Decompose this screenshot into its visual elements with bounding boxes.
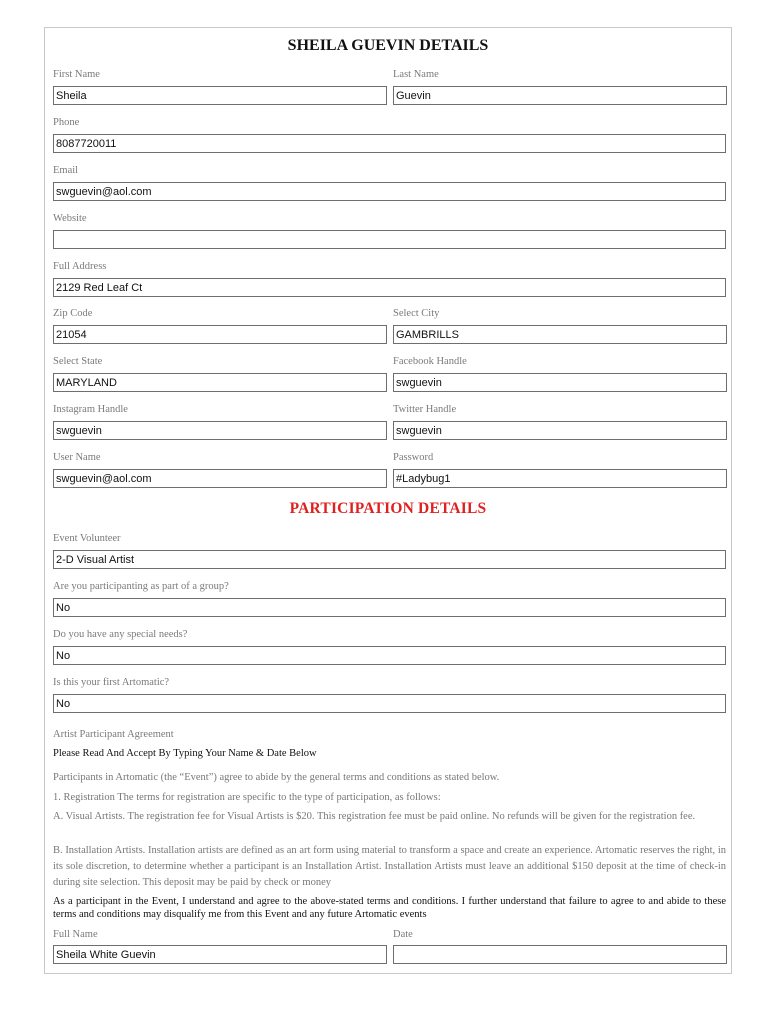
last-name-field[interactable]: Guevin xyxy=(393,86,727,105)
agreement-paragraph-visual-artists: A. Visual Artists. The registration fee for Visual Artists is $20. This registration fee must be paid online. No refunds will be given for the registration fee. xyxy=(53,811,696,822)
agreement-acceptance: As a participant in the Event, I understand and agree to the above-stated terms and conditions. I further understand that failure to agree to and abide to these terms and conditions may disqualify me from this Event and any future Artomatic events xyxy=(53,896,726,920)
first-name-field[interactable]: Sheila xyxy=(53,86,387,105)
website-label: Website xyxy=(53,213,87,224)
address-label: Full Address xyxy=(53,261,107,272)
agreement-paragraph-registration: 1. Registration The terms for registration are specific to the type of participation, as follows: xyxy=(53,792,441,803)
event-volunteer-label: Event Volunteer xyxy=(53,533,121,544)
form-page xyxy=(44,27,732,974)
password-label: Password xyxy=(393,452,434,463)
agreement-paragraph-intro: Participants in Artomatic (the “Event”) agree to abide by the general terms and conditions as stated below. xyxy=(53,772,500,783)
city-label: Select City xyxy=(393,308,440,319)
state-field[interactable]: MARYLAND xyxy=(53,373,387,392)
instagram-field[interactable]: swguevin xyxy=(53,421,387,440)
username-label: User Name xyxy=(53,452,101,463)
first-artomatic-label: Is this your first Artomatic? xyxy=(53,677,170,688)
special-needs-label: Do you have any special needs? xyxy=(53,629,188,640)
full-name-field[interactable]: Sheila White Guevin xyxy=(53,945,387,964)
username-field[interactable]: swguevin@aol.com xyxy=(53,469,387,488)
facebook-field[interactable]: swguevin xyxy=(393,373,727,392)
email-field[interactable]: swguevin@aol.com xyxy=(53,182,726,201)
group-field[interactable]: No xyxy=(53,598,726,617)
phone-label: Phone xyxy=(53,117,80,128)
agreement-instruction: Please Read And Accept By Typing Your Name & Date Below xyxy=(53,748,317,759)
page-title: SHEILA GUEVIN DETAILS xyxy=(287,37,489,54)
zip-field[interactable]: 21054 xyxy=(53,325,387,344)
facebook-label: Facebook Handle xyxy=(393,356,467,367)
first-artomatic-field[interactable]: No xyxy=(53,694,726,713)
event-volunteer-field[interactable]: 2-D Visual Artist xyxy=(53,550,726,569)
date-field[interactable] xyxy=(393,945,727,964)
date-label: Date xyxy=(393,929,413,940)
website-field[interactable] xyxy=(53,230,726,249)
agreement-label: Artist Participant Agreement xyxy=(53,729,174,740)
twitter-field[interactable]: swguevin xyxy=(393,421,727,440)
participation-title: PARTICIPATION DETAILS xyxy=(289,500,487,517)
email-label: Email xyxy=(53,165,79,176)
group-label: Are you participanting as part of a group? xyxy=(53,581,229,592)
special-needs-field[interactable]: No xyxy=(53,646,726,665)
agreement-paragraph-installation-artists: B. Installation Artists. Installation artists are defined as an art form using material to transform a space and create an experience. Artomatic reserves the right, in its sole discretion, to determine whether a participant is an Installation Artist. Installation Artists must leave an additional $150 deposit at the time of check-in during site selection. This deposit may be paid by check or money xyxy=(53,845,726,888)
city-field[interactable]: GAMBRILLS xyxy=(393,325,727,344)
password-field[interactable]: #Ladybug1 xyxy=(393,469,727,488)
instagram-label: Instagram Handle xyxy=(53,404,128,415)
full-name-label: Full Name xyxy=(53,929,98,940)
zip-label: Zip Code xyxy=(53,308,93,319)
first-name-label: First Name xyxy=(53,69,100,80)
phone-field[interactable]: 8087720011 xyxy=(53,134,726,153)
address-field[interactable]: 2129 Red Leaf Ct xyxy=(53,278,726,297)
last-name-label: Last Name xyxy=(393,69,439,80)
state-label: Select State xyxy=(53,356,103,367)
twitter-label: Twitter Handle xyxy=(393,404,457,415)
